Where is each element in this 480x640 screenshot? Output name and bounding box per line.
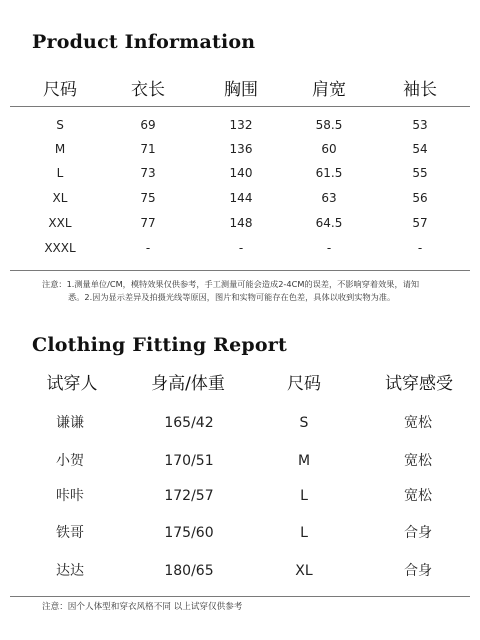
size-header-chest: 胸围 (224, 80, 258, 100)
height-weight-cell: 165/42 (164, 415, 214, 431)
size-cell: L (56, 166, 64, 180)
chest-cell: 148 (229, 216, 253, 230)
length-cell: 73 (140, 166, 156, 180)
height-weight-cell: 170/51 (164, 453, 214, 469)
tester-cell: 达达 (56, 563, 84, 579)
size-table-header-divider (10, 106, 470, 107)
table-row (0, 556, 480, 586)
size-table-header (0, 74, 480, 100)
size-note-line-2: 悉。2.因为显示差异及拍摄光线等原因，图片和实物可能存在色差，具体以收到实物为准。 (68, 292, 396, 302)
sleeve-cell: 56 (412, 191, 428, 205)
size-cell: M (54, 142, 66, 156)
shoulder-cell: 64.5 (315, 216, 343, 230)
shoulder-cell: 63 (321, 191, 337, 205)
height-weight-cell: 175/60 (164, 525, 214, 541)
fit-header-height-weight: 身高/体重 (151, 374, 225, 394)
feeling-cell: 宽松 (404, 415, 432, 431)
feeling-cell: 宽松 (404, 453, 432, 469)
sleeve-cell: 55 (412, 166, 428, 180)
size-note (42, 278, 452, 304)
length-cell: 69 (140, 118, 156, 132)
table-row (0, 446, 480, 476)
sleeve-cell: 53 (412, 118, 428, 132)
tester-cell: 咔咔 (56, 488, 84, 504)
table-row (0, 408, 480, 438)
shoulder-cell: 60 (321, 142, 337, 156)
height-weight-cell: 180/65 (164, 563, 214, 579)
fit-header-feeling: 试穿感受 (385, 374, 453, 394)
size-header-shoulder: 肩宽 (312, 80, 346, 100)
shoulder-cell: 61.5 (315, 166, 343, 180)
size-cell: XL (52, 191, 68, 205)
sleeve-cell: 54 (412, 142, 428, 156)
table-row (0, 481, 480, 511)
chest-cell: 132 (229, 118, 253, 132)
fitting-report-title: Clothing Fitting Report (32, 334, 287, 356)
feeling-cell: 宽松 (404, 488, 432, 504)
length-cell: - (145, 241, 151, 255)
sleeve-cell: - (417, 241, 423, 255)
fitting-note: 注意：因个人体型和穿衣风格不同 以上试穿仅供参考 (42, 602, 243, 612)
size-table-bottom-divider (10, 270, 470, 271)
length-cell: 77 (140, 216, 156, 230)
size-header-sleeve: 袖长 (403, 80, 437, 100)
length-cell: 75 (140, 191, 156, 205)
size-cell: XL (295, 563, 313, 579)
size-header-length: 衣长 (131, 80, 165, 100)
feeling-cell: 合身 (404, 563, 432, 579)
feeling-cell: 合身 (404, 525, 432, 541)
height-weight-cell: 172/57 (164, 488, 214, 504)
size-cell: L (300, 525, 308, 541)
table-row (0, 213, 480, 233)
size-header-size: 尺码 (43, 80, 77, 100)
tester-cell: 铁哥 (56, 525, 84, 541)
fitting-table-bottom-divider (10, 596, 470, 597)
size-cell: S (56, 118, 64, 132)
fitting-table-header (0, 369, 480, 399)
shoulder-cell: 58.5 (315, 118, 343, 132)
size-cell: M (297, 453, 311, 469)
tester-cell: 谦谦 (56, 415, 84, 431)
product-info-title: Product Information (32, 31, 256, 53)
chest-cell: 140 (229, 166, 253, 180)
shoulder-cell: - (326, 241, 332, 255)
fit-header-size: 尺码 (287, 374, 321, 394)
size-cell: L (300, 488, 308, 504)
size-note-line-1: 注意：1.测量单位/CM，模特效果仅供参考，手工测量可能会造成2-4CM的误差，不影响穿着效果，请知 (42, 279, 420, 289)
sleeve-cell: 57 (412, 216, 428, 230)
table-row (0, 115, 480, 135)
table-row (0, 139, 480, 159)
table-row (0, 188, 480, 208)
size-cell: XXL (48, 216, 72, 230)
chest-cell: - (238, 241, 244, 255)
chest-cell: 144 (229, 191, 253, 205)
length-cell: 71 (140, 142, 156, 156)
fit-header-tester: 试穿人 (46, 374, 98, 394)
table-row (0, 163, 480, 183)
chest-cell: 136 (229, 142, 253, 156)
size-cell: XXXL (44, 241, 76, 255)
table-row (0, 518, 480, 548)
tester-cell: 小贺 (56, 453, 84, 469)
table-row (0, 238, 480, 258)
size-cell: S (299, 415, 309, 431)
